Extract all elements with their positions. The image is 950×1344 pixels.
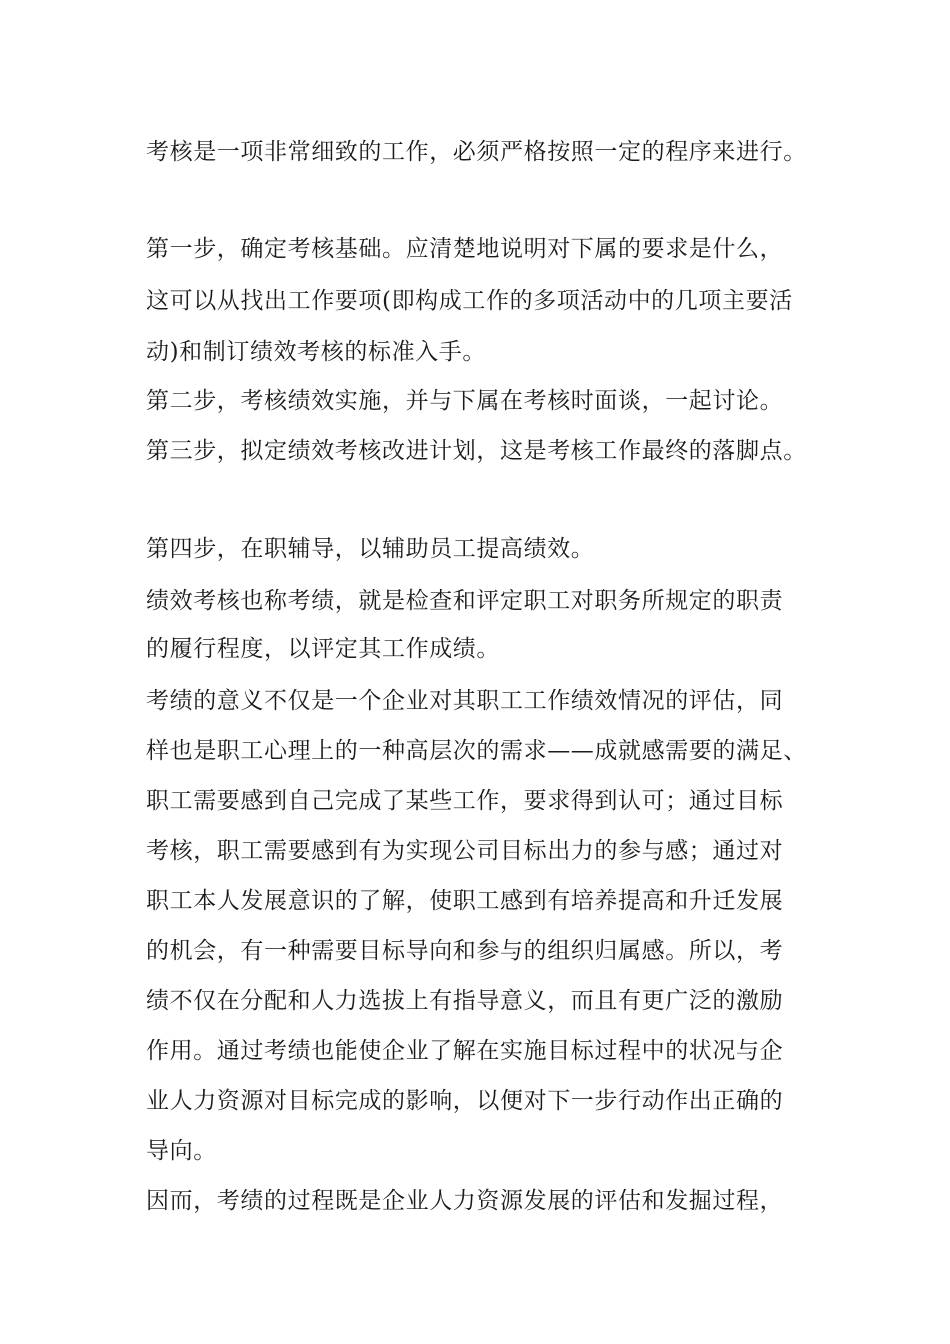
text-line: 样也是职工心理上的一种高层次的需求——成就感需要的满足、 xyxy=(146,738,807,764)
text-line: 第四步，在职辅导，以辅助员工提高绩效。 xyxy=(146,536,595,562)
text-line: 考核是一项非常细致的工作，必须严格按照一定的程序来进行。 xyxy=(146,139,807,165)
text-line: 第三步，拟定绩效考核改进计划，这是考核工作最终的落脚点。 xyxy=(146,438,807,464)
text-line: 作用。通过考绩也能使企业了解在实施目标过程中的状况与企 xyxy=(146,1038,784,1064)
text-line: 这可以从找出工作要项(即构成工作的多项活动中的几项主要活 xyxy=(146,288,793,314)
text-line: 的机会，有一种需要目标导向和参与的组织归属感。所以，考 xyxy=(146,938,784,964)
text-line: 第二步，考核绩效实施，并与下属在考核时面谈，一起讨论。 xyxy=(146,388,784,414)
text-line: 职工本人发展意识的了解，使职工感到有培养提高和升迁发展 xyxy=(146,888,784,914)
text-line: 因而，考绩的过程既是企业人力资源发展的评估和发掘过程， xyxy=(146,1188,784,1214)
text-line: 的履行程度，以评定其工作成绩。 xyxy=(146,636,500,662)
text-line: 业人力资源对目标完成的影响，以便对下一步行动作出正确的 xyxy=(146,1088,784,1114)
text-line: 导向。 xyxy=(146,1138,217,1164)
text-line: 职工需要感到自己完成了某些工作，要求得到认可；通过目标 xyxy=(146,788,784,814)
text-line: 考核，职工需要感到有为实现公司目标出力的参与感；通过对 xyxy=(146,838,784,864)
text-line: 动)和制订绩效考核的标准入手。 xyxy=(146,339,486,365)
text-line: 第一步，确定考核基础。应清楚地说明对下属的要求是什么， xyxy=(146,236,784,262)
text-line: 绩不仅在分配和人力选拔上有指导意义，而且有更广泛的激励 xyxy=(146,988,784,1014)
text-line: 绩效考核也称考绩，就是检查和评定职工对职务所规定的职责 xyxy=(146,588,784,614)
text-line: 考绩的意义不仅是一个企业对其职工工作绩效情况的评估，同 xyxy=(146,688,784,714)
